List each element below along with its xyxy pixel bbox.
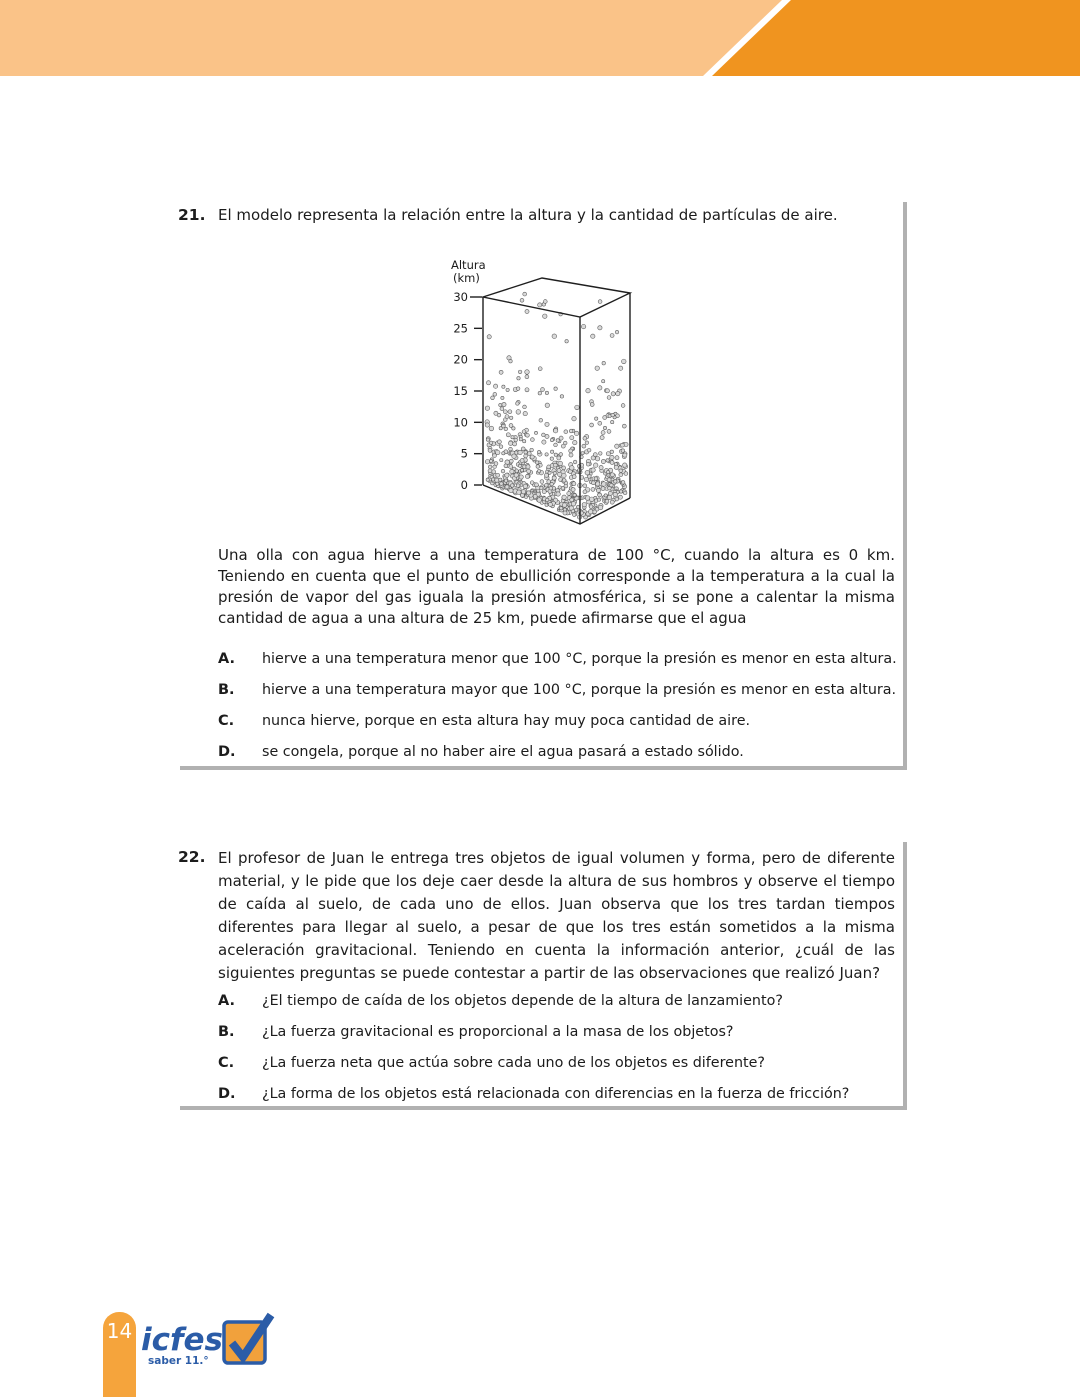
top-face-particles <box>520 292 602 303</box>
page-number-tab <box>103 1312 136 1397</box>
question-22-body: El profesor de Juan le entrega tres objetos de igual volumen y forma, pero de diferente material, y le pide que los deje caer desde la altura de sus hombros y observe el tiempo de caída al suelo, de cada uno de ellos. Juan observa que los tres tardan tiempos diferentes para llegar al suelo, a pesar de que los tres están sometidos a la misma aceleración gravitacional. Teniendo en cuenta la información anterior, ¿cuál de las siguientes preguntas se puede contestar a partir de las observaciones que realizó Juan? <box>218 849 895 982</box>
option-text: ¿La fuerza neta que actúa sobre cada uno de los objetos es diferente? <box>262 1055 766 1071</box>
air-particles <box>485 303 628 520</box>
option-letter: A. <box>218 993 235 1009</box>
option-row <box>218 1022 897 1053</box>
option-text: hierve a una temperatura menor que 100 °C, porque la presión es menor en esta altura. <box>262 651 897 667</box>
option-row <box>218 1053 897 1084</box>
altitude-diagram-svg <box>434 253 694 545</box>
question-21-box <box>176 198 903 766</box>
page-number: 14 <box>106 1319 133 1343</box>
question-21-intro: El modelo representa la relación entre la altura y la cantidad de partículas de aire. <box>218 206 838 224</box>
option-letter: B. <box>218 682 235 698</box>
question-21-options <box>218 649 897 773</box>
option-text: ¿La forma de los objetos está relacionada con diferencias en la fuerza de fricción? <box>262 1086 850 1102</box>
question-22-header <box>178 847 895 985</box>
option-row <box>218 649 897 680</box>
option-letter: C. <box>218 713 235 729</box>
question-21-number: 21. <box>178 206 206 224</box>
svg-text:30: 30 <box>453 290 468 304</box>
svg-text:5: 5 <box>460 446 468 461</box>
question-22-box <box>176 838 903 1106</box>
svg-text:10: 10 <box>453 415 468 430</box>
svg-text:25: 25 <box>453 321 468 336</box>
option-letter: B. <box>218 1024 235 1040</box>
option-row <box>218 991 897 1022</box>
option-text: se congela, porque al no haber aire el agua pasará a estado sólido. <box>262 744 744 760</box>
altitude-particles-diagram <box>434 253 694 545</box>
icfes-logo <box>140 1308 290 1388</box>
option-letter: D. <box>218 1086 236 1102</box>
axis-label-km: (km) <box>453 271 480 285</box>
axis-label-altura: Altura <box>451 258 486 272</box>
icfes-wordmark: icfes <box>141 1322 223 1358</box>
option-row <box>218 742 897 773</box>
option-text: nunca hierve, porque en esta altura hay muy poca cantidad de aire. <box>262 713 751 729</box>
question-22-number: 22. <box>178 848 206 866</box>
option-letter: C. <box>218 1055 235 1071</box>
page-header-band <box>0 0 1080 76</box>
option-row <box>218 1084 897 1115</box>
axis-ticks <box>453 290 482 492</box>
option-letter: D. <box>218 744 236 760</box>
option-row <box>218 711 897 742</box>
option-text: ¿La fuerza gravitacional es proporcional a la masa de los objetos? <box>262 1024 734 1040</box>
option-letter: A. <box>218 651 235 667</box>
question-22-options <box>218 991 897 1115</box>
icfes-subtitle: saber 11.° <box>148 1355 209 1367</box>
question-21-body: Una olla con agua hierve a una temperatura de 100 °C, cuando la altura es 0 km. Teniendo en cuenta que el punto de ebullición corresponde a la temperatura a la cual la presión de vapor del gas iguala la presión atmosférica, si se pone a calentar la misma cantidad de agua a una altura de 25 km, puede afirmarse que el agua <box>218 546 895 627</box>
svg-text:20: 20 <box>453 352 468 367</box>
svg-text:0: 0 <box>460 478 468 492</box>
option-text: ¿El tiempo de caída de los objetos depende de la altura de lanzamiento? <box>262 993 783 1009</box>
question-21-header <box>178 205 895 226</box>
svg-text:15: 15 <box>453 384 468 398</box>
option-row <box>218 680 897 711</box>
option-text: hierve a una temperatura mayor que 100 °C, porque la presión es menor en esta altura. <box>262 682 897 698</box>
